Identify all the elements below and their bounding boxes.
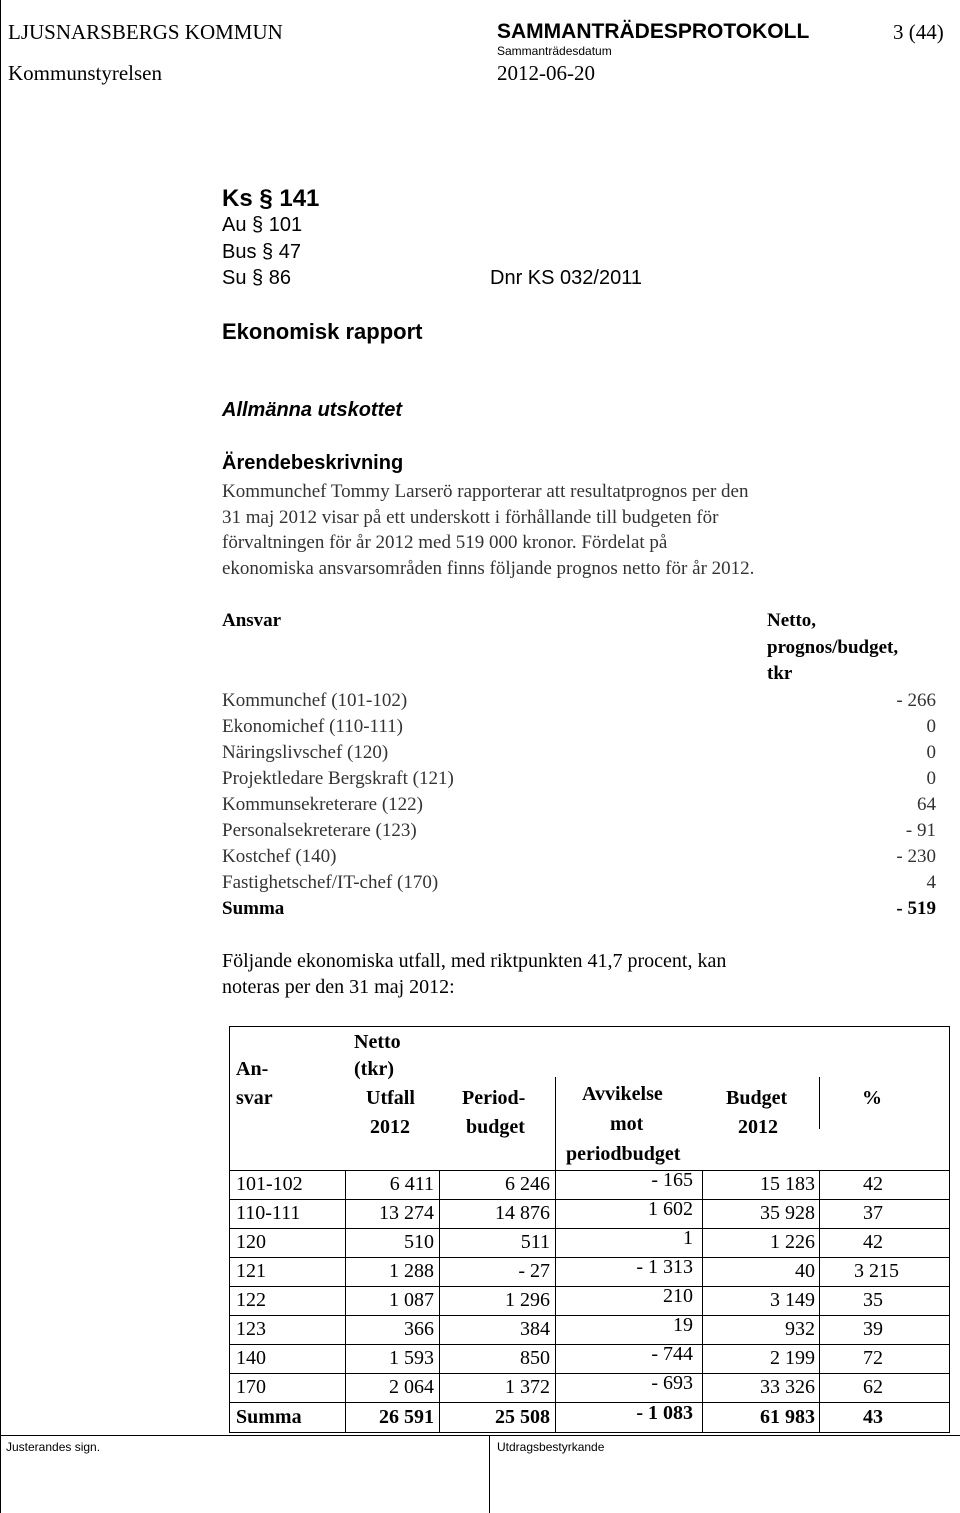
t2-pct: 39 — [863, 1318, 883, 1340]
row-divider — [230, 1402, 949, 1403]
row-divider — [230, 1373, 949, 1374]
t2-budget: 3 149 — [770, 1289, 815, 1311]
table1-row-label: Projektledare Bergskraft (121) — [222, 768, 454, 789]
organization-name: LJUSNARSBERGS KOMMUN — [8, 20, 283, 44]
t2-utfall: 1 288 — [389, 1260, 434, 1282]
t2-period: 14 876 — [495, 1202, 550, 1224]
col-divider — [439, 1170, 440, 1432]
footer-rule — [0, 1435, 960, 1436]
table1-row-label: Personalsekreterare (123) — [222, 820, 417, 841]
table1-row-value: - 266 — [896, 690, 936, 711]
t2-budget: 33 326 — [760, 1376, 815, 1398]
t2-utfall: 1 087 — [389, 1289, 434, 1311]
t2-utfall: 366 — [404, 1318, 434, 1340]
outcome-table — [229, 1026, 950, 1433]
t2-total-avvikelse: - 1 083 — [636, 1402, 693, 1424]
footer-divider — [489, 1436, 490, 1513]
t2-budget: 40 — [795, 1260, 815, 1282]
t2-period: 850 — [520, 1347, 550, 1369]
t2-budget: 35 928 — [760, 1202, 815, 1224]
paragraph-line: noteras per den 31 maj 2012: — [222, 976, 455, 998]
description-line: ekonomiska ansvarsområden finns följande prognos netto för år 2012. — [222, 558, 755, 579]
t2-pct: 72 — [863, 1347, 883, 1369]
subsection-title: Allmänna utskottet — [222, 399, 403, 421]
t2-utfall: 13 274 — [379, 1202, 434, 1224]
t2-pct: 62 — [863, 1376, 883, 1398]
bus-reference: Bus § 47 — [222, 241, 301, 263]
table1-row-label: Fastighetschef/IT-chef (170) — [222, 872, 439, 893]
t2-ansvar: 123 — [236, 1318, 266, 1340]
t2-pct: 3 215 — [854, 1260, 899, 1282]
t2-utfall: 510 — [404, 1231, 434, 1253]
table1-row-value: 4 — [926, 872, 936, 893]
description-heading: Ärendebeskrivning — [222, 452, 404, 474]
t2-total-budget: 61 983 — [760, 1406, 815, 1428]
t2-ansvar: 140 — [236, 1347, 266, 1369]
t2-ansvar: 110-111 — [236, 1202, 301, 1224]
table1-header-ansvar: Ansvar — [222, 610, 282, 631]
t2-utfall: 6 411 — [389, 1173, 434, 1195]
t2-header-avvikelse: mot — [610, 1113, 644, 1135]
su-reference: Su § 86 — [222, 267, 291, 289]
table1-header-netto: tkr — [767, 663, 793, 684]
t2-period: 6 246 — [505, 1173, 550, 1195]
table1-row-value: 0 — [926, 742, 936, 763]
left-margin-line — [0, 0, 1, 1513]
description-line: 31 maj 2012 visar på ett underskott i förhållande till budgeten för — [222, 507, 719, 528]
paragraph-line: Följande ekonomiska utfall, med riktpunkten 41,7 procent, kan — [222, 950, 727, 972]
col-divider — [819, 1077, 820, 1129]
col-divider — [555, 1077, 556, 1170]
table1-row-label: Ekonomichef (110-111) — [222, 716, 403, 737]
col-divider — [345, 1170, 346, 1432]
t2-utfall: 1 593 — [389, 1347, 434, 1369]
t2-header-period: budget — [466, 1116, 525, 1138]
t2-header-utfall: 2012 — [370, 1116, 410, 1138]
t2-ansvar: 122 — [236, 1289, 266, 1311]
t2-avvikelse: - 693 — [651, 1372, 693, 1394]
t2-budget: 15 183 — [760, 1173, 815, 1195]
row-divider — [230, 1228, 949, 1229]
t2-avvikelse: 19 — [673, 1314, 693, 1336]
table1-header-netto: Netto, — [767, 610, 817, 631]
table1-row-label: Näringslivschef (120) — [222, 742, 389, 763]
t2-avvikelse: - 1 313 — [636, 1256, 693, 1278]
row-divider — [230, 1344, 949, 1345]
t2-header-avvikelse: Avvikelse — [582, 1083, 663, 1105]
row-divider — [230, 1257, 949, 1258]
table1-row-value: - 230 — [896, 846, 936, 867]
t2-ansvar: 101-102 — [236, 1173, 303, 1195]
case-number: Dnr KS 032/2011 — [490, 267, 642, 289]
t2-avvikelse: - 165 — [651, 1169, 693, 1191]
t2-total-period: 25 508 — [495, 1406, 550, 1428]
t2-ansvar: 120 — [236, 1231, 266, 1253]
t2-period: 511 — [520, 1231, 550, 1253]
table1-row-label: Kommunchef (101-102) — [222, 690, 408, 711]
t2-header-utfall: Utfall — [366, 1087, 415, 1109]
t2-header-netto: Netto — [354, 1031, 401, 1053]
t2-total-ansvar: Summa — [236, 1406, 302, 1428]
table1-row-value: 0 — [926, 768, 936, 789]
t2-period: 1 296 — [505, 1289, 550, 1311]
t2-avvikelse: 1 602 — [648, 1198, 693, 1220]
t2-header-period: Period- — [462, 1087, 526, 1109]
row-divider — [230, 1170, 949, 1171]
table1-row-value: 64 — [917, 794, 936, 815]
row-divider — [230, 1286, 949, 1287]
table1-row-value: 0 — [926, 716, 936, 737]
au-reference: Au § 101 — [222, 214, 303, 236]
t2-header-avvikelse: periodbudget — [566, 1143, 681, 1165]
t2-header-netto: (tkr) — [354, 1058, 394, 1080]
table1-header-netto: prognos/budget, — [767, 637, 899, 658]
t2-pct: 42 — [863, 1173, 883, 1195]
t2-ansvar: 170 — [236, 1376, 266, 1398]
t2-ansvar: 121 — [236, 1260, 266, 1282]
row-divider — [230, 1315, 949, 1316]
board-name: Kommunstyrelsen — [8, 61, 162, 85]
t2-header-ansvar: An- — [236, 1058, 269, 1080]
t2-avvikelse: 210 — [663, 1285, 693, 1307]
col-divider — [819, 1170, 820, 1432]
table1-row-label: Kostchef (140) — [222, 846, 337, 867]
t2-pct: 35 — [863, 1289, 883, 1311]
description-line: Kommunchef Tommy Larserö rapporterar att resultatprognos per den — [222, 481, 749, 502]
t2-avvikelse: 1 — [683, 1227, 693, 1249]
t2-total-utfall: 26 591 — [379, 1406, 434, 1428]
t2-period: 384 — [520, 1318, 550, 1340]
t2-header-budget: Budget — [726, 1087, 788, 1109]
table1-total-value: - 519 — [896, 898, 936, 919]
t2-period: 1 372 — [505, 1376, 550, 1398]
col-divider — [555, 1170, 556, 1432]
ks-reference: Ks § 141 — [222, 185, 320, 212]
row-divider — [230, 1199, 949, 1200]
table1-row-label: Kommunsekreterare (122) — [222, 794, 424, 815]
t2-pct: 42 — [863, 1231, 883, 1253]
t2-header-pct: % — [862, 1087, 882, 1109]
description-line: förvaltningen för år 2012 med 519 000 kronor. Fördelat på — [222, 532, 668, 553]
t2-pct: 37 — [863, 1202, 883, 1224]
col-divider — [702, 1170, 703, 1432]
t2-budget: 932 — [785, 1318, 815, 1340]
table1-row-value: - 91 — [905, 820, 936, 841]
t2-header-ansvar: svar — [236, 1087, 273, 1109]
table1-total-label: Summa — [222, 898, 285, 919]
meeting-date: 2012-06-20 — [497, 61, 595, 85]
meeting-date-label: Sammanträdesdatum — [497, 44, 612, 58]
t2-total-pct: 43 — [863, 1406, 883, 1428]
t2-budget: 1 226 — [770, 1231, 815, 1253]
t2-avvikelse: - 744 — [651, 1343, 693, 1365]
page-number: 3 (44) — [893, 20, 944, 44]
t2-period: - 27 — [518, 1260, 550, 1282]
page-title: Ekonomisk rapport — [222, 319, 423, 344]
t2-utfall: 2 064 — [389, 1376, 434, 1398]
t2-header-budget: 2012 — [738, 1116, 778, 1138]
signature-label: Justerandes sign. — [6, 1440, 101, 1454]
t2-budget: 2 199 — [770, 1347, 815, 1369]
document-type: SAMMANTRÄDESPROTOKOLL — [497, 20, 810, 43]
certification-label: Utdragsbestyrkande — [497, 1440, 605, 1454]
